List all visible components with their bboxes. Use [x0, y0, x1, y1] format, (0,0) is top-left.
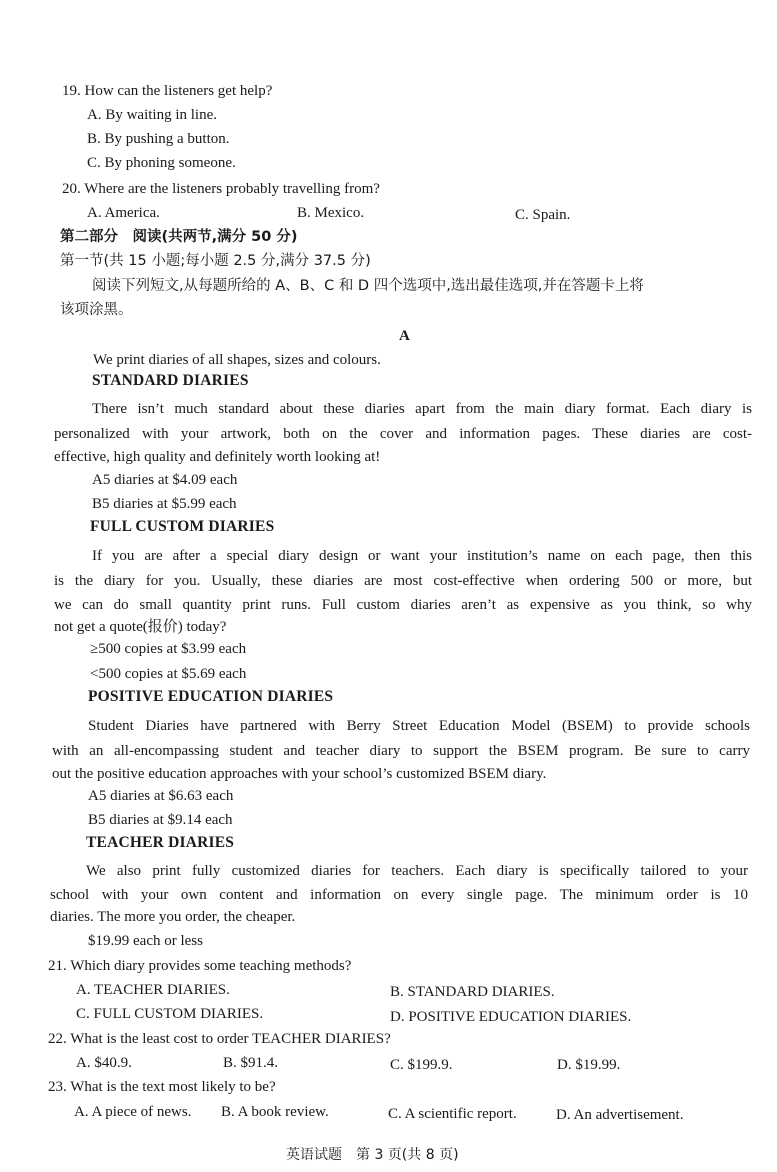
q19-stem: 19. How can the listeners get help?: [62, 83, 273, 99]
teacher-line3: diaries. The more you order, the cheaper.: [50, 909, 296, 925]
q20-option-c: C. Spain.: [515, 207, 571, 223]
q23-stem: 23. What is the text most likely to be?: [48, 1079, 276, 1095]
teacher-heading: TEACHER DIARIES: [86, 834, 235, 851]
q23-option-c: C. A scientific report.: [388, 1106, 517, 1122]
q22-option-a: A. $40.9.: [76, 1055, 132, 1071]
q20-option-b: B. Mexico.: [297, 205, 365, 221]
standard-heading: STANDARD DIARIES: [92, 372, 249, 389]
q20-option-a: A. America.: [87, 205, 160, 221]
instructions-line2: 该项涂黑。: [60, 302, 133, 318]
q22-option-d: D. $19.99.: [557, 1057, 621, 1073]
positive-line2: with an all-encompassing student and teacher diary to support the BSEM program. Be sure to carry: [52, 743, 750, 759]
teacher-line2: school with your own content and information on every single page. The minimum order is 10: [50, 887, 748, 903]
positive-line1: Student Diaries have partnered with Berry Street Education Model (BSEM) to provide schools: [88, 718, 750, 734]
q19-option-c: C. By phoning someone.: [87, 155, 236, 171]
teacher-line1: We also print fully customized diaries for teachers. Each diary is specifically tailored to your: [86, 863, 748, 879]
q23-option-a: A. A piece of news.: [74, 1104, 192, 1120]
positive-heading: POSITIVE EDUCATION DIARIES: [88, 688, 334, 705]
custom-price-under-500: <500 copies at $5.69 each: [90, 666, 247, 682]
q21-option-b: B. STANDARD DIARIES.: [390, 984, 555, 1000]
standard-line1: There isn’t much standard about these diaries apart from the main diary format. Each diary is: [92, 401, 752, 417]
q22-option-c: C. $199.9.: [390, 1057, 453, 1073]
section1-title: 第一节(共 15 小题;每小题 2.5 分,满分 37.5 分): [60, 253, 371, 269]
q21-option-a: A. TEACHER DIARIES.: [76, 982, 230, 998]
q23-option-d: D. An advertisement.: [556, 1107, 684, 1123]
q22-stem: 22. What is the least cost to order TEACHER DIARIES?: [48, 1031, 391, 1047]
standard-line2: personalized with your artwork, both on the cover and information pages. These diaries are cost-: [54, 426, 752, 442]
standard-price-b5: B5 diaries at $5.99 each: [92, 496, 237, 512]
passage-letter: A: [399, 328, 410, 344]
q19-option-a: A. By waiting in line.: [87, 107, 217, 123]
positive-price-a5: A5 diaries at $6.63 each: [88, 788, 234, 804]
q20-stem: 20. Where are the listeners probably travelling from?: [62, 181, 380, 197]
q21-stem: 21. Which diary provides some teaching methods?: [48, 958, 352, 974]
q23-option-b: B. A book review.: [221, 1104, 329, 1120]
custom-line4: not get a quote(报价) today?: [54, 619, 227, 635]
q21-option-d: D. POSITIVE EDUCATION DIARIES.: [390, 1009, 632, 1025]
passage-intro: We print diaries of all shapes, sizes and colours.: [93, 352, 381, 368]
teacher-price: $19.99 each or less: [88, 933, 203, 949]
standard-line3: effective, high quality and definitely worth looking at!: [54, 449, 381, 465]
page-footer: 英语试题 第 3 页(共 8 页): [286, 1147, 459, 1163]
custom-line1: If you are after a special diary design or want your institution’s name on each page, then this: [92, 548, 752, 564]
q21-option-c: C. FULL CUSTOM DIARIES.: [76, 1006, 264, 1022]
standard-price-a5: A5 diaries at $4.09 each: [92, 472, 238, 488]
instructions-line1: 阅读下列短文,从每题所给的 A、B、C 和 D 四个选项中,选出最佳选项,并在答题卡上将: [92, 278, 644, 294]
positive-line3: out the positive education approaches with your school’s customized BSEM diary.: [52, 766, 547, 782]
custom-heading: FULL CUSTOM DIARIES: [90, 518, 275, 535]
part2-title: 第二部分 阅读(共两节,满分 50 分): [60, 229, 298, 245]
q19-option-b: B. By pushing a button.: [87, 131, 230, 147]
custom-price-500-plus: ≥500 copies at $3.99 each: [90, 641, 247, 657]
q22-option-b: B. $91.4.: [223, 1055, 279, 1071]
custom-line3: we can do small quantity print runs. Full custom diaries aren’t as expensive as you think, so why: [54, 597, 752, 613]
custom-line2: is the diary for you. Usually, these diaries are most cost-effective when ordering 500 or more, but: [54, 573, 752, 589]
positive-price-b5: B5 diaries at $9.14 each: [88, 812, 233, 828]
